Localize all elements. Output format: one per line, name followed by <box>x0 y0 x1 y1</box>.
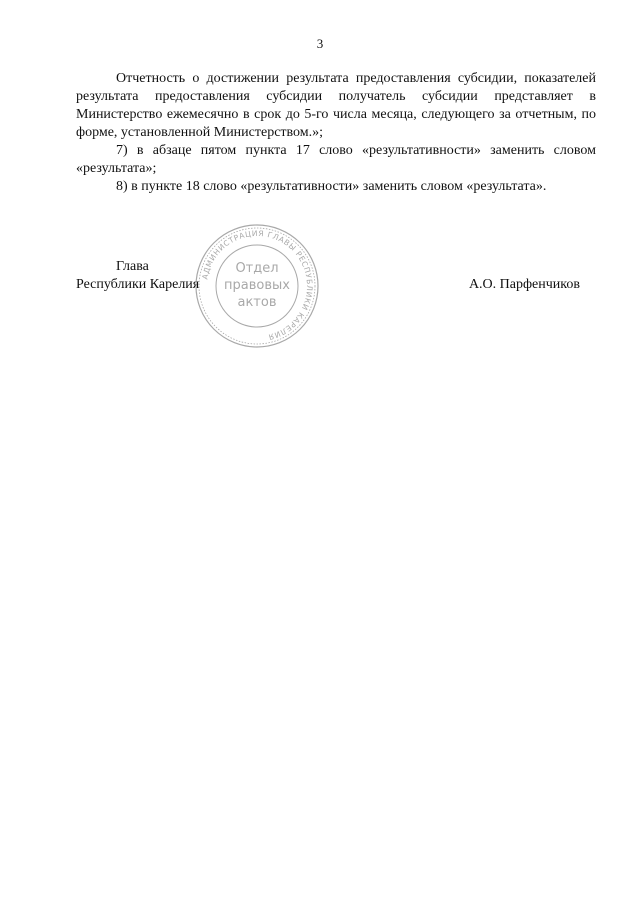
signatory-title-line2: Республики Карелия <box>76 277 200 292</box>
official-stamp <box>193 222 321 350</box>
page-number: 3 <box>316 36 324 51</box>
stamp-text-line2: правовых <box>224 278 290 293</box>
signature-block <box>76 258 596 298</box>
stamp-ring-text: АДМИНИСТРАЦИЯ ГЛАВЫ РЕСПУБЛИКИ КАРЕЛИЯ <box>200 228 315 342</box>
document-body <box>76 70 596 196</box>
signatory-title-line1: Глава <box>116 259 149 274</box>
paragraph-reporting: Отчетность о достижении результата предоставления субсидии, показателей результата предоставления субсидии получатель субсидии представляет в Министерство ежемесячно в срок до 5-го числа месяца, следующего за отчетным, по форме, установленной Министерством.»; <box>76 71 596 140</box>
signatory-name: А.О. Парфенчиков <box>468 277 580 292</box>
stamp-text-line3: актов <box>237 295 277 310</box>
paragraph-item-7: 7) в абзаце пятом пункта 17 слово «результативности» заменить словом «результата»; <box>76 143 596 176</box>
paragraph-item-8: 8) в пункте 18 слово «результативности» заменить словом «результата». <box>116 179 547 194</box>
stamp-text-line1: Отдел <box>235 261 279 276</box>
